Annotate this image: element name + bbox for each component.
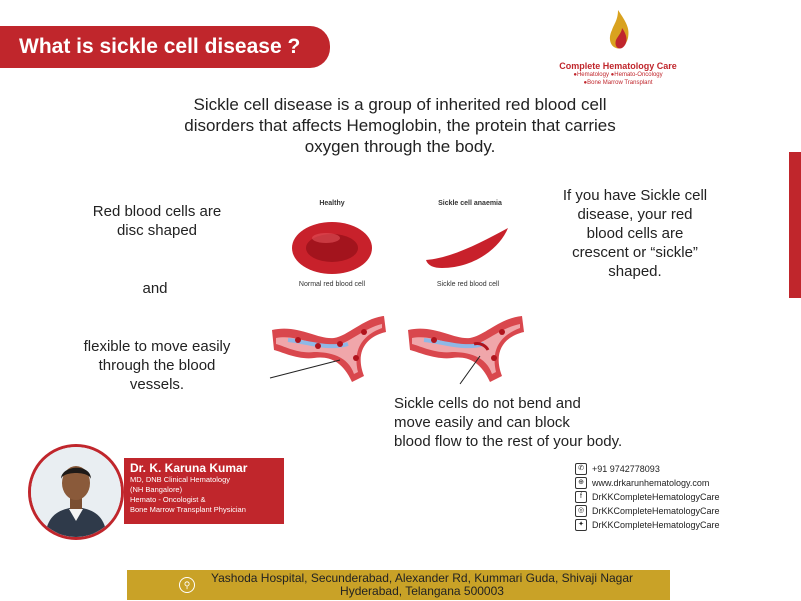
location-pin-icon: ⚲ [179,577,195,593]
normal-red-blood-cell [290,220,374,276]
contact-facebook-text: DrKKCompleteHematologyCare [592,492,720,502]
contact-website-text: www.drkarunhematology.com [592,478,710,488]
sickle-effect-line-3: blood flow to the rest of your body. [394,433,623,450]
sickle-shape-text: If you have Sickle cell disease, your red blood cells are crescent or “sickle” shaped. [562,187,708,280]
contact-website[interactable] [575,476,775,490]
address-line-1: Yashoda Hospital, Secunderabad, Alexander Rd, Kummari Guda, Shivaji Nagar [210,571,633,585]
facebook-icon: f [575,491,587,503]
flexible-text: flexible to move easily through the blood vessels. [83,338,231,393]
address-text [187,572,657,598]
sickle-effect-line-2: move easily and can block [394,414,570,431]
and-text: and [142,280,168,297]
doctor-specialty: Hemato - Oncologist & [130,495,206,504]
doctor-portrait-icon [31,447,121,537]
healthy-label: Healthy [319,200,345,207]
disc-shape-text: Red blood cells are disc shaped [92,203,222,239]
contact-facebook[interactable] [575,490,775,504]
phone-icon: ✆ [575,463,587,475]
flame-drop-icon [598,8,638,54]
sickle-effect-text [394,394,654,451]
doctor-institute: (NH Bangalore) [130,485,183,494]
sickle-label: Sickle cell anaemia [438,200,502,207]
sickle-red-blood-cell [422,224,512,270]
twitter-icon: ✦ [575,519,587,531]
accent-bar [789,152,801,298]
normal-caption: Normal red blood cell [298,281,366,288]
doctor-specialty-2: Bone Marrow Transplant Physician [130,505,246,514]
doctor-degree: MD, DNB Clinical Hematology [130,475,231,484]
logo-services: ●Hematology ●Hemato-Oncology [573,72,663,78]
contact-instagram-text: DrKKCompleteHematologyCare [592,506,720,516]
instagram-icon: ◎ [575,505,587,517]
contact-list [575,462,775,532]
pointer-lines [260,340,500,390]
doctor-name: Dr. K. Karuna Kumar [130,461,248,475]
contact-phone-text: +91 9742778093 [592,464,660,474]
web-icon: ⊕ [575,477,587,489]
page-title: What is sickle cell disease ? [0,26,330,68]
contact-phone[interactable] [575,462,775,476]
address-line-2: Hyderabad, Telangana 500003 [340,584,504,598]
sickle-effect-line-1: Sickle cells do not bend and [394,395,581,412]
sickle-caption: Sickle red blood cell [436,281,500,288]
doctor-info-box [124,458,284,524]
doctor-avatar [28,444,124,540]
logo-services-2: ●Bone Marrow Transplant [583,80,653,86]
contact-twitter[interactable] [575,518,775,532]
contact-twitter-text: DrKKCompleteHematologyCare [592,520,720,530]
brand-logo [548,8,688,87]
logo-name: Complete Hematology Care [559,61,677,71]
address-bar [127,570,670,600]
intro-text: Sickle cell disease is a group of inherited red blood cell disorders that affects Hemoglobin, the protein that carries oxygen through the body. [184,95,616,156]
contact-instagram[interactable] [575,504,775,518]
